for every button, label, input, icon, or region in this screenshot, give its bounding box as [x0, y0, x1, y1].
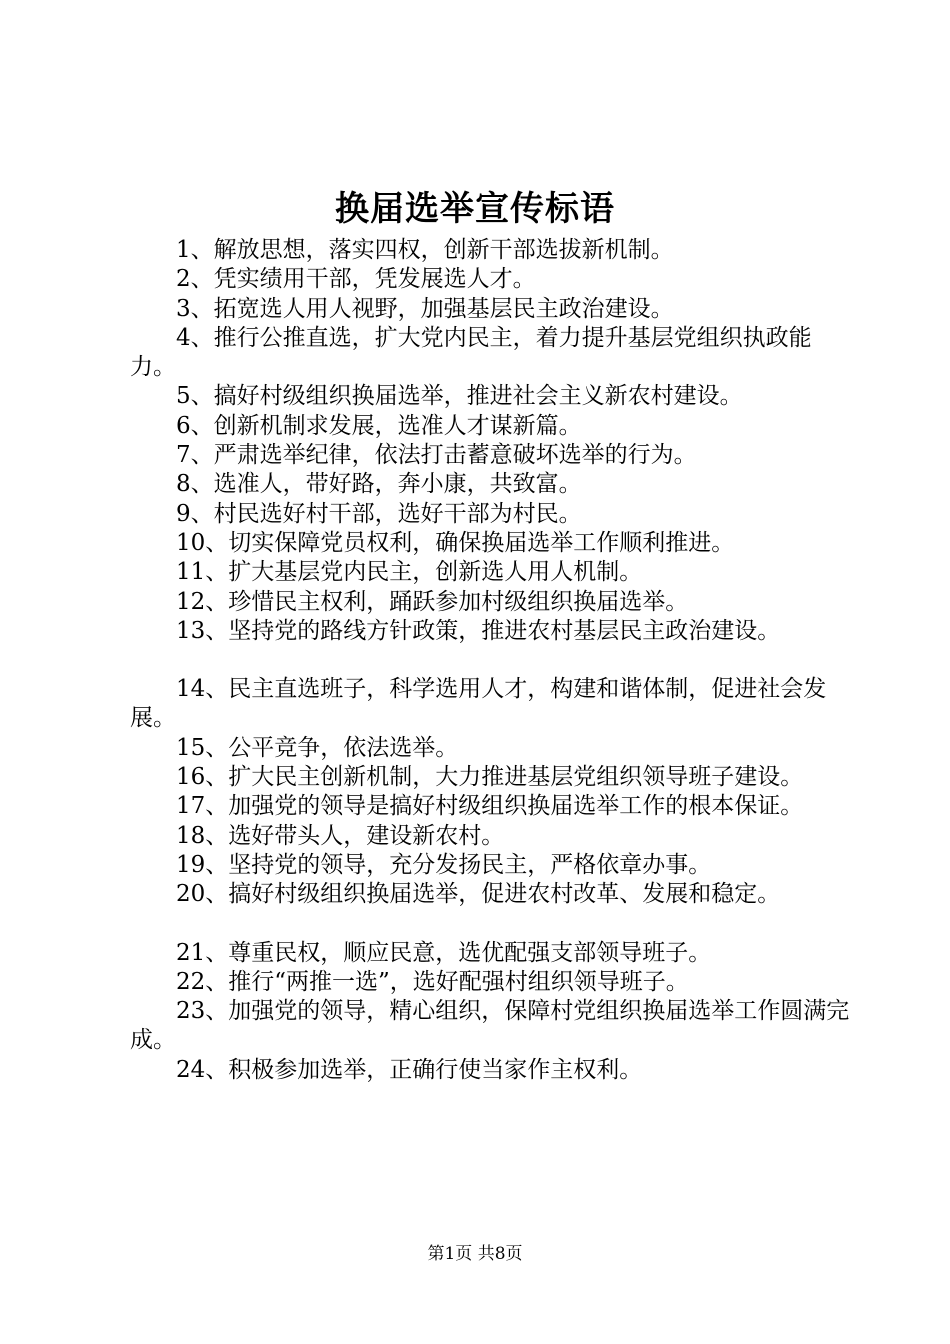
slogan-item-14: 14、民主直选班子，科学选用人才，构建和谐体制，促进社会发展。	[130, 676, 827, 732]
slogan-item-21: 21、尊重民权，顺应民意，选优配强支部领导班子。	[176, 939, 712, 966]
slogan-list	[130, 236, 850, 1085]
slogan-item-3: 3、拓宽选人用人视野，加强基层民主政治建设。	[176, 295, 674, 322]
slogan-item-6: 6、创新机制求发展，选准人才谋新篇。	[176, 412, 582, 439]
slogan-item-7: 7、严肃选举纪律，依法打击蓄意破坏选举的行为。	[176, 442, 697, 469]
slogan-item-24: 24、积极参加选举，正确行使当家作主权利。	[176, 1056, 643, 1083]
slogan-item-9: 9、村民选好村干部，选好干部为村民。	[176, 500, 582, 527]
slogan-item-1: 1、解放思想，落实四权，创新干部选拔新机制。	[176, 237, 674, 263]
slogan-item-20: 20、搞好村级组织换届选举，促进农村改革、发展和稳定。	[176, 881, 781, 908]
page-title: 换届选举宣传标语	[335, 189, 615, 229]
slogan-item-12: 12、珍惜民主权利，踊跃参加村级组织换届选举。	[176, 588, 689, 615]
slogan-item-2: 2、凭实绩用干部，凭发展选人才。	[176, 266, 536, 293]
slogan-item-19: 19、坚持党的领导，充分发扬民主，严格依章办事。	[176, 851, 712, 878]
slogan-item-10: 10、切实保障党员权利，确保换届选举工作顺利推进。	[176, 529, 735, 556]
slogan-item-17: 17、加强党的领导是搞好村级组织换届选举工作的根本保证。	[176, 793, 804, 820]
slogan-item-15: 15、公平竞争，依法选举。	[176, 734, 459, 761]
slogan-item-11: 11、扩大基层党内民主，创新选人用人机制。	[176, 559, 643, 586]
slogan-item-13: 13、坚持党的路线方针政策，推进农村基层民主政治建设。	[176, 617, 781, 644]
slogan-item-16: 16、扩大民主创新机制，大力推进基层党组织领导班子建设。	[176, 764, 804, 791]
slogan-item-22: 22、推行“两推一选”，选好配强村组织领导班子。	[176, 968, 689, 995]
slogan-item-8: 8、选准人，带好路，奔小康，共致富。	[176, 471, 582, 498]
page-number-footer: 第1页 共8页	[427, 1244, 523, 1264]
slogan-item-4: 4、推行公推直选，扩大党内民主，着力提升基层党组织执政能力。	[130, 324, 812, 381]
slogan-item-23: 23、加强党的领导，精心组织，保障村党组织换届选举工作圆满完成。	[130, 998, 850, 1054]
slogan-item-5: 5、搞好村级组织换届选举，推进社会主义新农村建设。	[176, 383, 743, 410]
slogan-item-18: 18、选好带头人，建设新农村。	[176, 822, 505, 849]
